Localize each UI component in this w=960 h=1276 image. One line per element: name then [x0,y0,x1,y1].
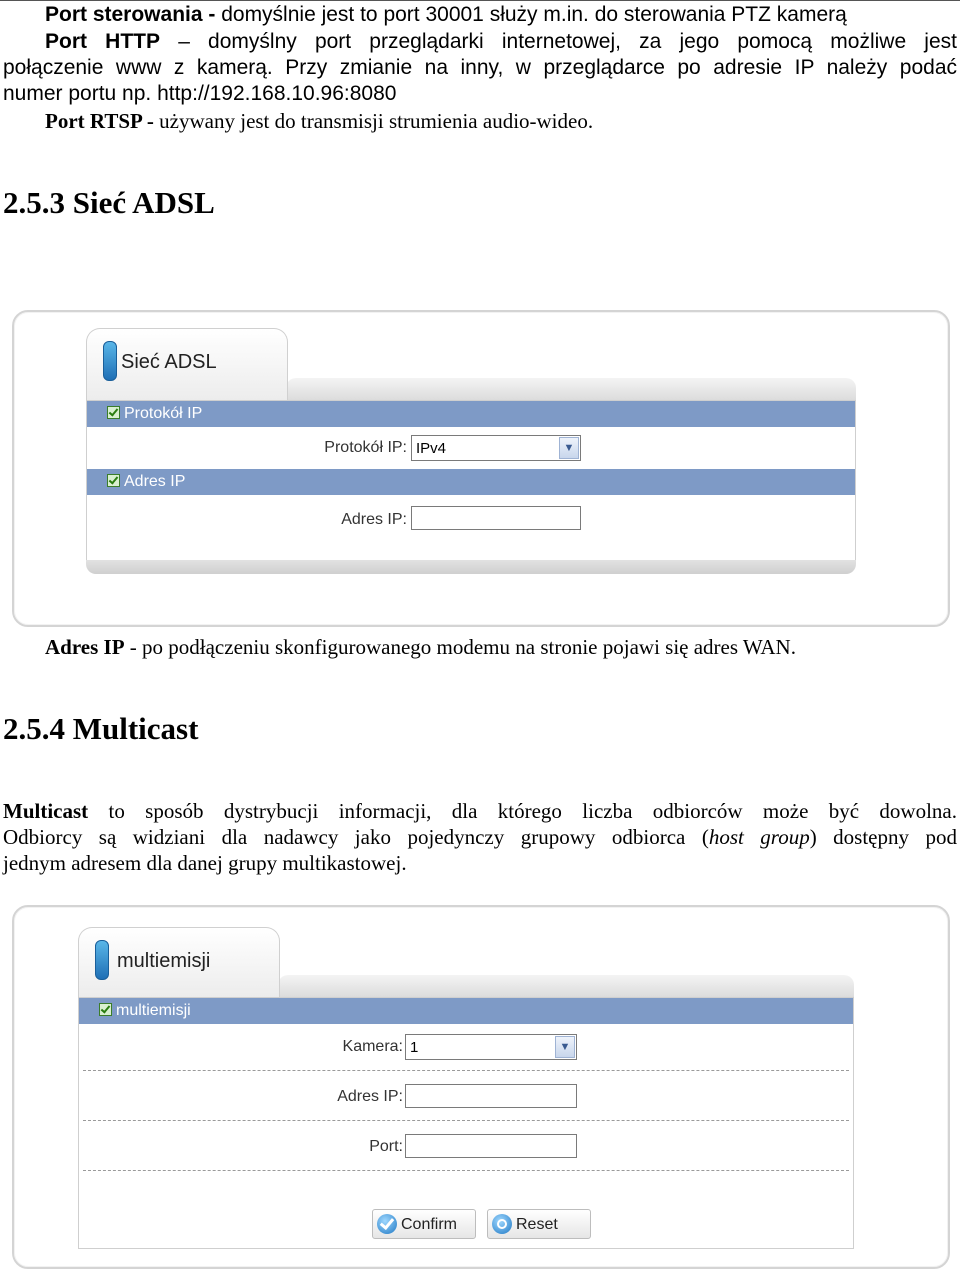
port-ctrl-label: Port sterowania - [45,3,216,26]
multicast-para-3: jednym adresem dla danej grupy multikastowej. [3,851,407,875]
camera-select-value: 1 [410,1039,419,1056]
multicast-para-1 [3,798,957,824]
reset-label: Reset [516,1216,558,1233]
adsl-band-protocol [87,401,855,427]
multicast-text-2b: ) dostępny pod [809,825,957,849]
multicast-frame [78,997,854,1249]
check-icon [99,1003,112,1016]
chevron-down-icon[interactable]: ▼ [555,1036,575,1058]
adsl-tab[interactable] [86,328,288,401]
adsl-note-label: Adres IP [45,635,125,659]
multicast-para-2 [3,824,957,850]
check-icon [377,1214,397,1234]
camera-select[interactable] [405,1034,577,1060]
multicast-tab-title: multiemisji [117,950,211,972]
adsl-band-address [87,469,855,495]
adsl-note-text: - po podłączeniu skonfigurowanego modemu na stronie pojawi się adres WAN. [124,635,796,659]
band-protocol-label: Protokół IP [124,405,203,422]
protocol-label: Protokół IP: [324,439,407,456]
http-label: Port HTTP [45,30,161,53]
http-text-1: – domyślny port przeglądarki internetowej, za jego pomocą możliwe jest [160,30,957,53]
chevron-down-icon[interactable]: ▼ [559,437,579,459]
top-rule [0,0,960,1]
multicast-band-label: multiemisji [116,1002,191,1019]
address-input[interactable] [411,506,581,530]
protocol-select-value: IPv4 [416,440,447,457]
divider [83,1170,849,1171]
http-line-1 [45,29,957,55]
band-address-label: Adres IP [124,473,186,490]
divider [83,1070,849,1071]
rtsp-label: Port RTSP - [45,109,154,133]
mc-port-label: Port: [369,1138,403,1155]
divider [83,1120,849,1121]
adsl-frame [86,400,856,562]
reset-icon [492,1214,512,1234]
multicast-tab[interactable] [78,927,280,998]
adsl-frame-bottom [86,560,856,574]
adsl-note [45,634,796,660]
camera-label: Kamera: [342,1038,403,1055]
adsl-tab-title: Sieć ADSL [121,351,217,373]
multicast-tabbar [278,975,854,997]
tab-marker-icon [103,341,117,381]
multicast-label: Multicast [3,799,89,823]
http-line-2: połączenie www z kamerą. Przy zmianie na inny, w przeglądarce po adresie IP należy podać [3,56,957,79]
check-icon [107,474,120,487]
protocol-select[interactable] [411,435,581,461]
check-icon [107,406,120,419]
address-label: Adres IP: [341,511,407,528]
multicast-band [79,998,853,1024]
rtsp-text: używany jest do transmisji strumienia audio-wideo. [153,109,594,133]
confirm-label: Confirm [401,1216,458,1233]
heading-adsl: 2.5.3 Sieć ADSL [3,185,215,220]
http-line-3: numer portu np. http://192.168.10.96:8080 [3,82,397,105]
port-ctrl-line [45,2,847,28]
reset-button[interactable] [487,1209,591,1239]
heading-multicast: 2.5.4 Multicast [3,711,199,746]
confirm-button[interactable] [372,1209,476,1239]
rtsp-line [45,108,593,134]
mc-address-input[interactable] [405,1084,577,1108]
mc-address-label: Adres IP: [337,1088,403,1105]
multicast-text-1: to sposób dystrybucji informacji, dla którego liczba odbiorców może być dowolna. [88,799,957,823]
adsl-panel [12,310,950,627]
port-ctrl-text: domyślnie jest to port 30001 służy m.in. do sterowania PTZ kamerą [215,3,847,26]
multicast-panel [12,905,950,1269]
mc-port-input[interactable] [405,1134,577,1158]
multicast-text-2a: Odbiorcy są widziani dla nadawcy jako pojedynczy grupowy odbiorca ( [3,825,709,849]
adsl-tabbar [286,378,856,400]
host-group-em: host group [708,825,810,849]
tab-marker-icon [95,940,109,980]
